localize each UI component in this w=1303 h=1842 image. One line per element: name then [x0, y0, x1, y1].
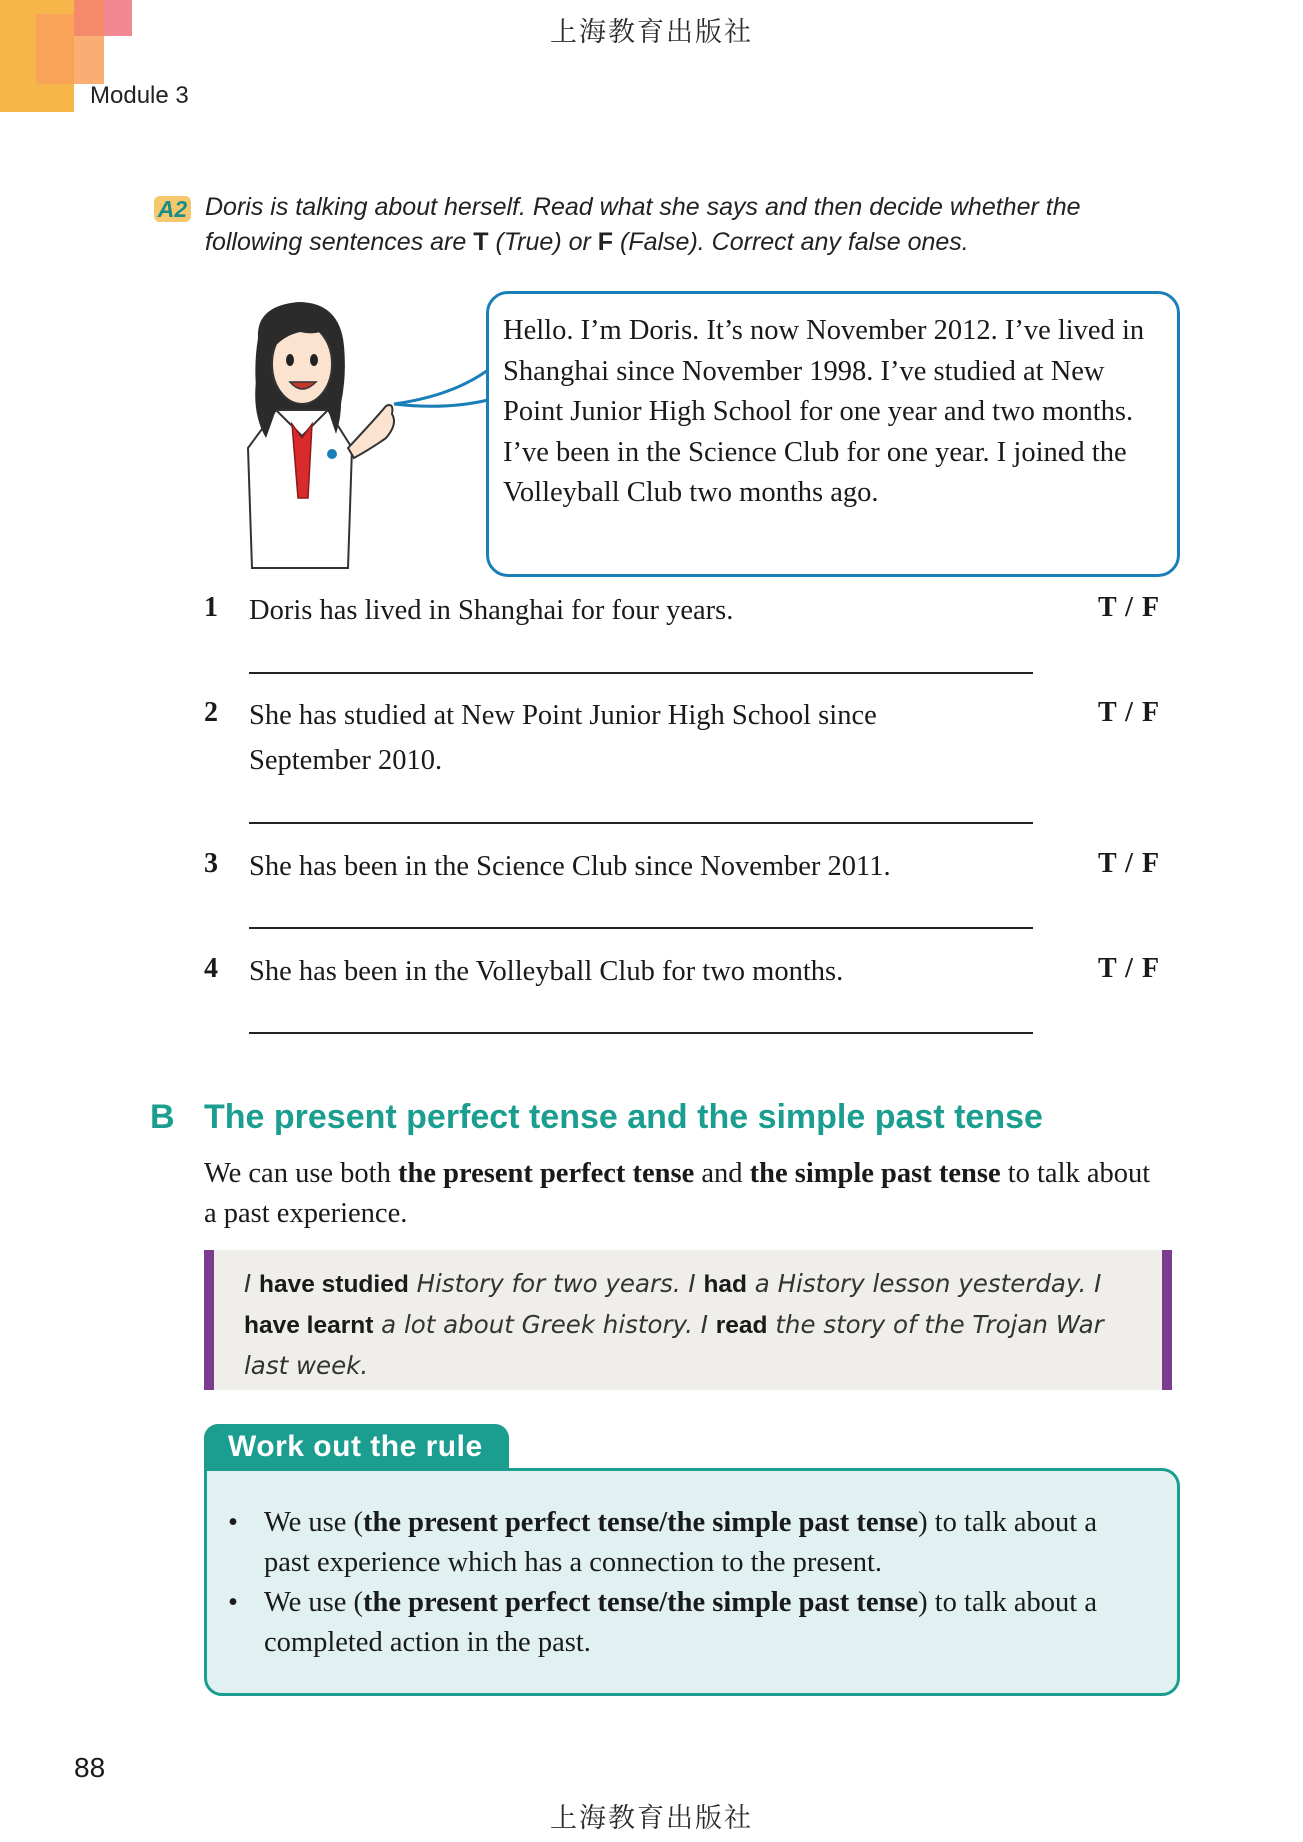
answer-line[interactable]: [249, 822, 1033, 824]
question-text: She has been in the Science Club since November 2011.: [249, 851, 891, 882]
answer-line[interactable]: [249, 927, 1033, 929]
doris-illustration: [236, 298, 412, 580]
publisher-watermark-bottom: 上海教育出版社: [550, 1803, 753, 1834]
speech-bubble-tail: [392, 360, 492, 420]
question-text: Doris has lived in Shanghai for four years.: [249, 595, 734, 626]
section-intro: We can use both the present perfect tense and the simple past tense to talk about a past experience.: [204, 1158, 1151, 1229]
true-letter: T: [473, 228, 489, 256]
rule-item: • We use (the present perfect tense/the simple past tense) to talk about a completed action in the past.: [232, 1583, 1132, 1663]
question-number: 1: [204, 592, 218, 623]
question-text: She has studied at New Point Junior High School since September 2010.: [249, 700, 877, 776]
page-number: 88: [74, 1752, 106, 1783]
true-false-choice[interactable]: T / F: [1098, 953, 1161, 984]
module-label: Module 3: [90, 82, 189, 109]
true-false-choice[interactable]: T / F: [1098, 697, 1161, 728]
question-number: 3: [204, 848, 218, 879]
exercise-instruction: Doris is talking about herself. Read what she says and then decide whether the following sentences are T (True) or F (False). Correct any false ones.: [205, 193, 1081, 256]
true-false-choice[interactable]: T / F: [1098, 848, 1161, 879]
rule-item: • We use (the present perfect tense/the simple past tense) to talk about a past experience which has a connection to the present.: [232, 1503, 1132, 1583]
answer-line[interactable]: [249, 672, 1033, 674]
publisher-watermark-top: 上海教育出版社: [550, 17, 753, 48]
question-text: She has been in the Volleyball Club for two months.: [249, 956, 844, 987]
true-false-choice[interactable]: T / F: [1098, 592, 1161, 623]
section-title: The present perfect tense and the simple past tense: [204, 1098, 1043, 1136]
bullet-icon: •: [228, 1587, 238, 1618]
question-number: 2: [204, 697, 218, 728]
rule-title: Work out the rule: [228, 1430, 483, 1463]
false-letter: F: [597, 228, 614, 256]
answer-line[interactable]: [249, 1032, 1033, 1034]
question-number: 4: [204, 953, 218, 984]
exercise-badge: A2: [154, 196, 191, 222]
example-text: I have studied History for two years. I had a History lesson yesterday. I have learnt a lot about Greek history. I read the story of the Trojan War last week.: [244, 1269, 1104, 1380]
speech-bubble-text: Hello. I’m Doris. It’s now November 2012. I’ve lived in Shanghai since November 1998. I’ve studied at New Point Junior High School for one year and two months. I’ve been in the Science Club for one year. I joined the Volleyball Club two months ago.: [503, 315, 1145, 508]
bullet-icon: •: [228, 1507, 238, 1538]
section-letter: B: [150, 1098, 175, 1136]
